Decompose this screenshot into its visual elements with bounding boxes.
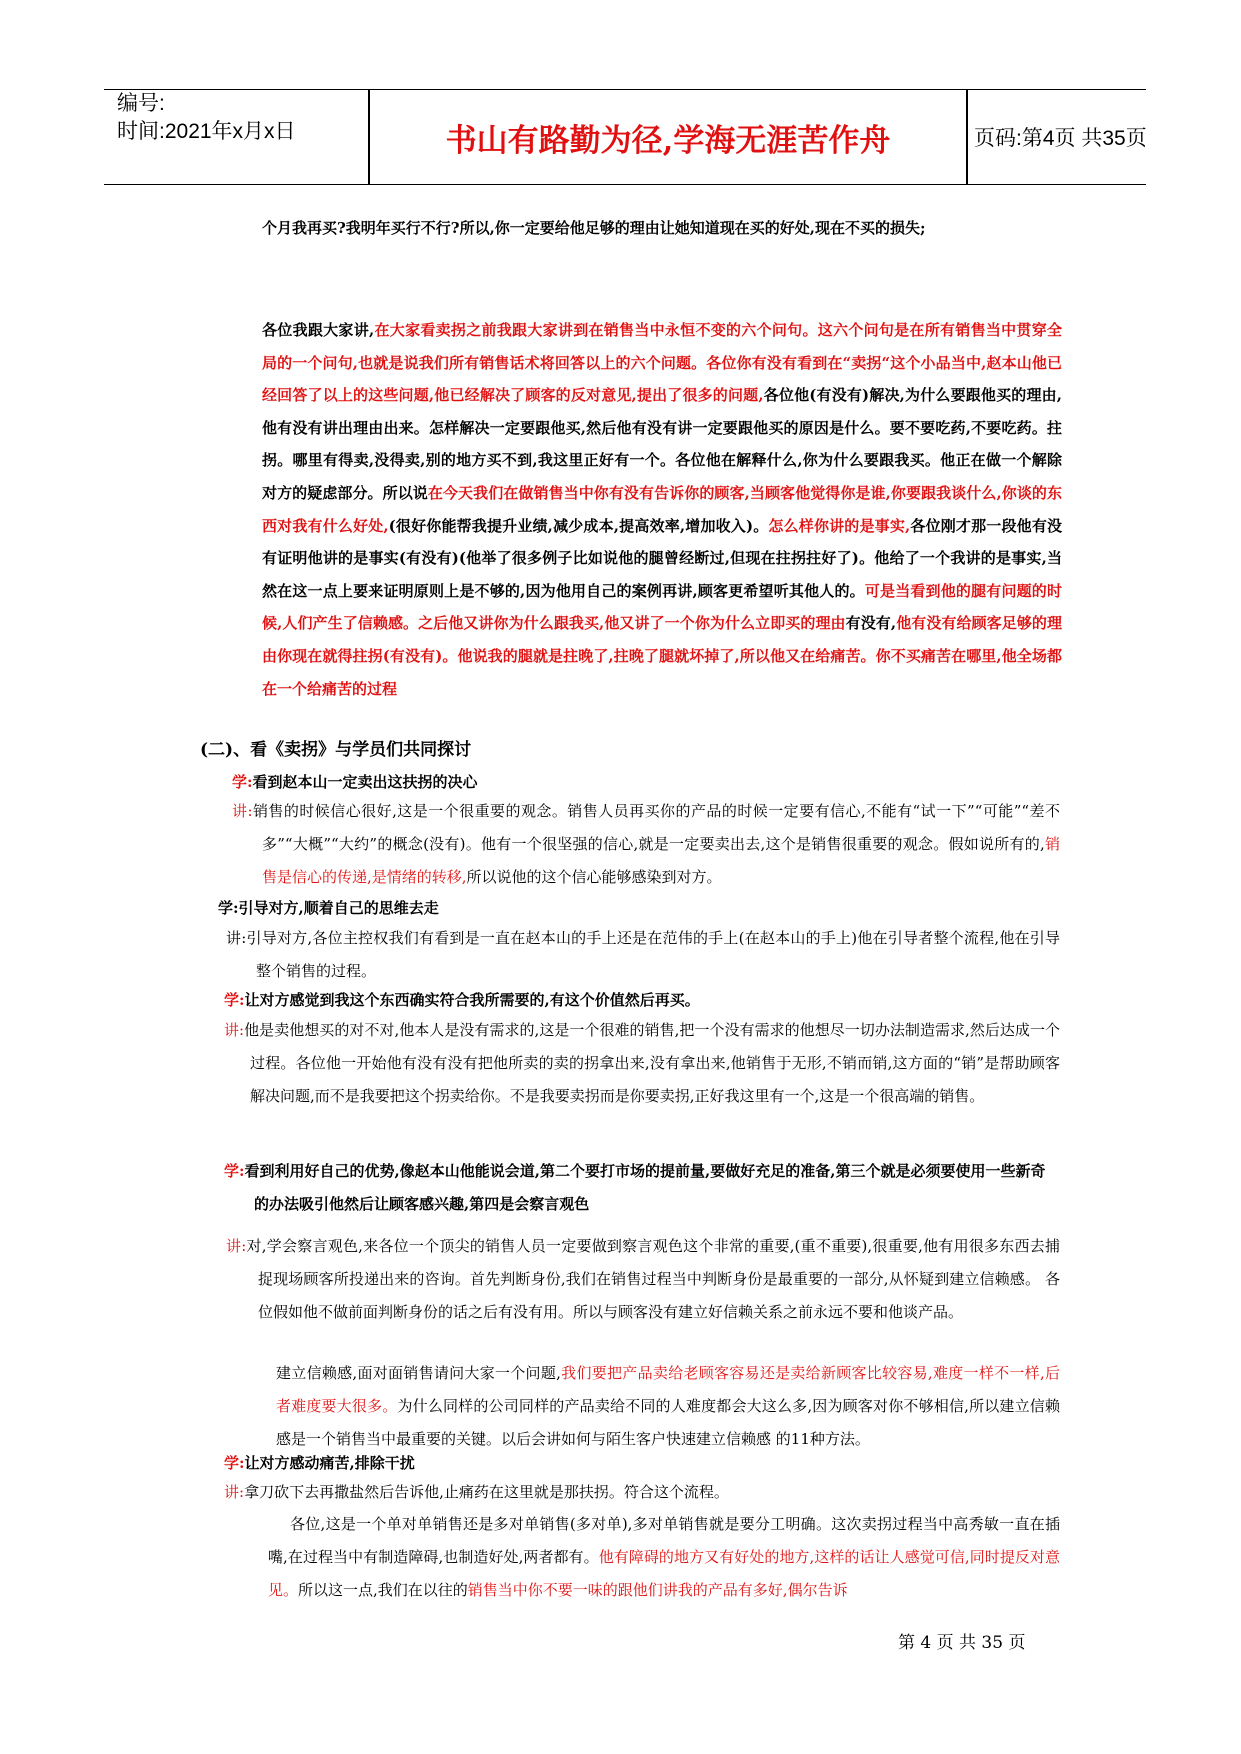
document-number-label: 编号:	[117, 92, 165, 115]
main-text-seg: (很好你能帮我提升业绩,减少成本,提高效率,增加收入)。	[388, 516, 769, 535]
main-text-seg-red: 怎么样你讲的是事实,	[768, 516, 911, 535]
answer-paragraph	[268, 1508, 1060, 1607]
answer-text: 销售的时候信心很好,这是一个很重要的观念。销售人员再买你的产品的时候一定要有信心,不能有“试一下”“可能”“差不多”“大概”“大约”的概念(没有)。他有一个很坚强的信心,就是一定要卖出去,这个是销售很重要的观念。假如说所有的,	[252, 802, 1060, 853]
header-meta	[117, 90, 373, 184]
question-item	[224, 1155, 1060, 1221]
question-text: 看到赵本山一定卖出这扶拐的决心	[252, 773, 478, 791]
question-item	[224, 989, 700, 1010]
main-text-seg-red: 他有没有给顾客足够的理由你现在就得拄拐(有没有)。他说我的腿就是拄晚了,拄晚了腿就坏掉了,所以他又在给痛苦。你不买痛苦在哪里,他全场都在一个给痛苦的过程	[262, 614, 1062, 698]
question-item	[232, 771, 478, 792]
answer-text: 引导对方,各位主控权我们有看到是一直在赵本山的手上还是在范伟的手上(在赵本山的手上)他在引导者整个流程,他在引导整个销售的过程。	[246, 929, 1060, 980]
answer-text: 对,学会察言观色,来各位一个顶尖的销售人员一定要做到察言观色这个非常的重要,(重不重要),很重要,他有用很多东西去捕捉现场顾客所投递出来的咨询。首先判断身份,我们在销售过程当中判断身份是最重要的一部分,从怀疑到建立信赖感。 各位假如他不做前面判断身份的话之后有没有用。所以与顾客没有建立好信赖关系之前永远不要和他谈产品。	[246, 1237, 1060, 1321]
learn-label: 学:	[232, 773, 253, 791]
answer-text-red: 我们要把产品卖给老顾客容易还是卖给新顾客比较容易,难度一样不一样,后者难度要大很多。	[276, 1364, 1060, 1415]
answer-text-red: 销售是信心的传递,是情绪的转移,	[262, 835, 1060, 886]
main-text-seg: 各位他(有没有)解决,为什么要跟他买的理由,他有没有讲出理由出来。怎样解决一定要跟他买,然后他有没有讲一定要跟他买的原因是什么。要不要吃药,不要吃药。拄拐。哪里有得卖,没得卖,别的地方买不到,我这里正好有一个。各位他在解释什么,你为什么要跟我买。他正在做一个解除对方的疑虑部分。所以说	[262, 386, 1063, 502]
talk-label: 讲:	[226, 1237, 247, 1255]
answer-text: 所以说他的这个信心能够感染到对方。	[466, 868, 722, 886]
question-text: 让对方感觉到我这个东西确实符合我所需要的,有这个价值然后再买。	[244, 991, 700, 1009]
main-text-seg: 各位刚才那一段他有没有证明他讲的是事实(有没有)(他举了很多例子比如说他的腿曾经断过,但现在拄拐拄好了)。他给了一个我讲的是事实,当然在这一点上要来证明原则上是不够的,因为他用自己的案例再讲,顾客更希望听其他人的。	[262, 516, 1062, 600]
main-paragraph	[262, 314, 1062, 705]
question-item	[224, 1452, 415, 1473]
talk-label: 讲:	[226, 929, 247, 947]
answer-item	[224, 1014, 1060, 1113]
section-title: (二)、看《卖拐》与学员们共同探讨	[200, 740, 472, 760]
question-text: 让对方感动痛苦,排除干扰	[244, 1454, 415, 1472]
learn-label: 学:	[224, 1454, 245, 1472]
learn-label: 学:	[224, 991, 245, 1009]
page-footer: 第 4 页 共 35 页	[898, 1633, 1026, 1653]
learn-label: 学:	[224, 1162, 245, 1180]
answer-text: 拿刀砍下去再撒盐然后告诉他,止痛药在这里就是那扶拐。符合这个流程。	[244, 1483, 729, 1501]
answer-text: 他是卖他想买的对不对,他本人是没有需求的,这是一个很难的销售,把一个没有需求的他想尽一切办法制造需求,然后达成一个过程。各位他一开始他有没有没有把他所卖的卖的拐拿出来,没有拿出来,他销售于无形,不销而销,这方面的“销”是帮助顾客解决问题,而不是我要把这个拐卖给你。不是我要卖拐而是你要卖拐,正好我这里有一个,这是一个很高端的销售。	[244, 1021, 1060, 1105]
answer-item	[226, 1230, 1060, 1329]
header-divider	[368, 90, 370, 184]
page-header	[104, 89, 1146, 185]
main-text-seg-red: 可是当看到他的腿有问题的时候,人们产生了信赖感。之后他又讲你为什么跟我买,他又讲了一个你为什么立即买的理由	[262, 581, 1062, 633]
answer-item	[232, 795, 1060, 894]
document-time-label: 时间:2021年x月x日	[117, 120, 296, 143]
header-motto: 书山有路勤为径,学海无涯苦作舟	[445, 122, 891, 159]
question-text: 引导对方,顺着自己的思维去走	[238, 899, 439, 917]
main-text-seg-red: 在大家看卖拐之前我跟大家讲到在销售当中永恒不变的六个问句。这六个问句是在所有销售当中贯穿全局的一个问句,也就是说我们所有销售话术将回答以上的六个问题。各位你有没有看到在“卖拐“这个小品当中,赵本山他已经回答了以上的这些问题,他已经解决了顾客的反对意见,提出了很多的问题,	[262, 321, 1062, 405]
answer-text: 各位,这是一个单对单销售还是多对单销售(多对单),多对单销售就是要分工明确。这次卖拐过程当中高秀敏一直在插嘴,在过程当中有制造障碍,也制造好处,两者都有。	[268, 1515, 1060, 1566]
learn-label: 学:	[218, 899, 239, 917]
talk-label: 讲:	[232, 802, 253, 820]
main-text-seg: 有没有,	[845, 614, 897, 633]
answer-item	[226, 922, 1060, 988]
answer-paragraph	[276, 1357, 1060, 1456]
header-divider	[966, 90, 968, 184]
answer-text: 为什么同样的公司同样的产品卖给不同的人难度都会大这么多,因为顾客对你不够相信,所以建立信赖感是一个销售当中最重要的关键。以后会讲如何与陌生客户快速建立信赖感 的11种方法。	[276, 1397, 1060, 1448]
answer-text: 建立信赖感,面对面销售请问大家一个问题,	[276, 1364, 561, 1382]
talk-label: 讲:	[224, 1021, 245, 1039]
main-text-seg: 各位我跟大家讲,	[262, 321, 375, 339]
answer-text-red: 销售当中你不要一味的跟他们讲我的产品有多好,偶尔告诉	[467, 1581, 848, 1599]
header-page-label: 页码:第4页 共35页	[974, 127, 1147, 150]
top-line: 个月我再买?我明年买行不行?所以,你一定要给他足够的理由让她知道现在买的好处,现在不买的损失;	[262, 219, 926, 237]
answer-text-red: 他有障碍的地方又有好处的地方,这样的话让人感觉可信,同时提反对意见。	[268, 1548, 1060, 1599]
main-text-seg-red: 在今天我们在做销售当中你有没有告诉你的顾客,当顾客他觉得你是谁,你要跟我谈什么,你谈的东西对我有什么好处,	[262, 483, 1062, 535]
question-item	[218, 897, 439, 918]
question-text: 看到利用好自己的优势,像赵本山他能说会道,第二个要打市场的提前量,要做好充足的准备,第三个就是必须要使用一些新奇的办法吸引他然后让顾客感兴趣,第四是会察言观色	[244, 1162, 1046, 1213]
answer-item	[224, 1476, 1060, 1509]
answer-text: 所以这一点,我们在以往的	[298, 1581, 468, 1599]
talk-label: 讲:	[224, 1483, 245, 1501]
